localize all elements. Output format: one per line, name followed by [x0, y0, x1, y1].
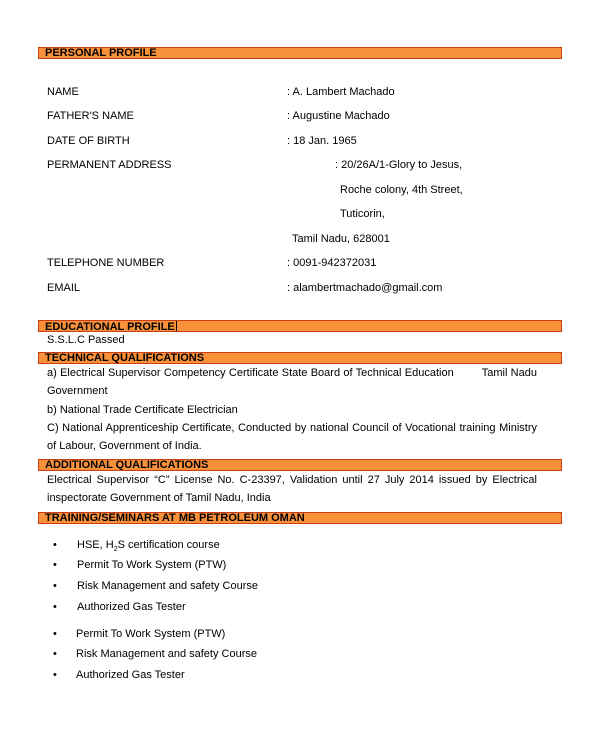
training-item-1-pre: HSE, H — [77, 539, 114, 551]
father-name-value: : Augustine Machado — [287, 110, 390, 122]
personal-profile-heading: PERSONAL PROFILE — [38, 47, 562, 59]
training-item-1-post: S certification course — [117, 539, 220, 551]
technical-qualifications-heading: TECHNICAL QUALIFICATIONS — [38, 352, 562, 364]
training-item-3: Risk Management and safety Course — [77, 580, 258, 592]
education-line: S.S.L.C Passed — [47, 334, 125, 346]
address-line-3: Tuticorin, — [340, 208, 385, 220]
bullet-7: • — [53, 669, 57, 681]
address-line-4: Tamil Nadu, 628001 — [292, 233, 390, 245]
telephone-value: : 0091-942372031 — [287, 257, 377, 269]
dob-label: DATE OF BIRTH — [47, 135, 130, 147]
email-label: EMAIL — [47, 282, 81, 294]
training-heading: TRAINING/SEMINARS AT MB PETROLEUM OMAN — [38, 512, 562, 524]
educational-profile-title: EDUCATIONAL PROFILE — [45, 321, 175, 332]
text-cursor — [176, 321, 177, 331]
address-label: PERMANENT ADDRESS — [47, 159, 172, 171]
father-name-label: FATHER'S NAME — [47, 110, 134, 122]
technical-item-c: C) National Apprenticeship Certificate, Conducted by national Council of Vocational training Ministry of Labour, Government of India. — [47, 422, 537, 452]
bullet-1: • — [53, 539, 57, 551]
bullet-5: • — [53, 628, 57, 640]
bullet-3: • — [53, 580, 57, 592]
address-line-1: : 20/26A/1-Glory to Jesus, — [335, 159, 463, 171]
technical-item-a-tail: Tamil Nadu Government — [47, 367, 537, 397]
training-item-5: Permit To Work System (PTW) — [76, 628, 226, 640]
training-item-2: Permit To Work System (PTW) — [77, 559, 227, 571]
technical-item-a-text: a) Electrical Supervisor Competency Certificate State Board of Technical Education — [47, 367, 454, 379]
training-item-1-sub: 2 — [113, 546, 118, 554]
name-value: : A. Lambert Machado — [287, 86, 395, 98]
address-line-2: Roche colony, 4th Street, — [340, 184, 463, 196]
email-value: : alambertmachado@gmail.com — [287, 282, 443, 294]
technical-item-a — [47, 364, 537, 400]
bullet-6: • — [53, 648, 57, 660]
training-item-6: Risk Management and safety Course — [76, 648, 257, 660]
technical-item-b: b) National Trade Certificate Electrician — [47, 404, 238, 416]
training-item-1 — [77, 539, 220, 552]
additional-qualifications-text: Electrical Supervisor “C” License No. C-23397, Validation until 27 July 2014 issued by Electrical inspectorate Government of Tamil Nadu, India — [47, 474, 537, 504]
telephone-label: TELEPHONE NUMBER — [47, 257, 165, 269]
bullet-2: • — [53, 559, 57, 571]
educational-profile-heading — [38, 320, 562, 332]
bullet-4: • — [53, 601, 57, 613]
dob-value: : 18 Jan. 1965 — [287, 135, 357, 147]
training-item-4: Authorized Gas Tester — [77, 601, 186, 613]
name-label: NAME — [47, 86, 79, 98]
training-item-7: Authorized Gas Tester — [76, 669, 185, 681]
additional-qualifications-heading: ADDITIONAL QUALIFICATIONS — [38, 459, 562, 471]
